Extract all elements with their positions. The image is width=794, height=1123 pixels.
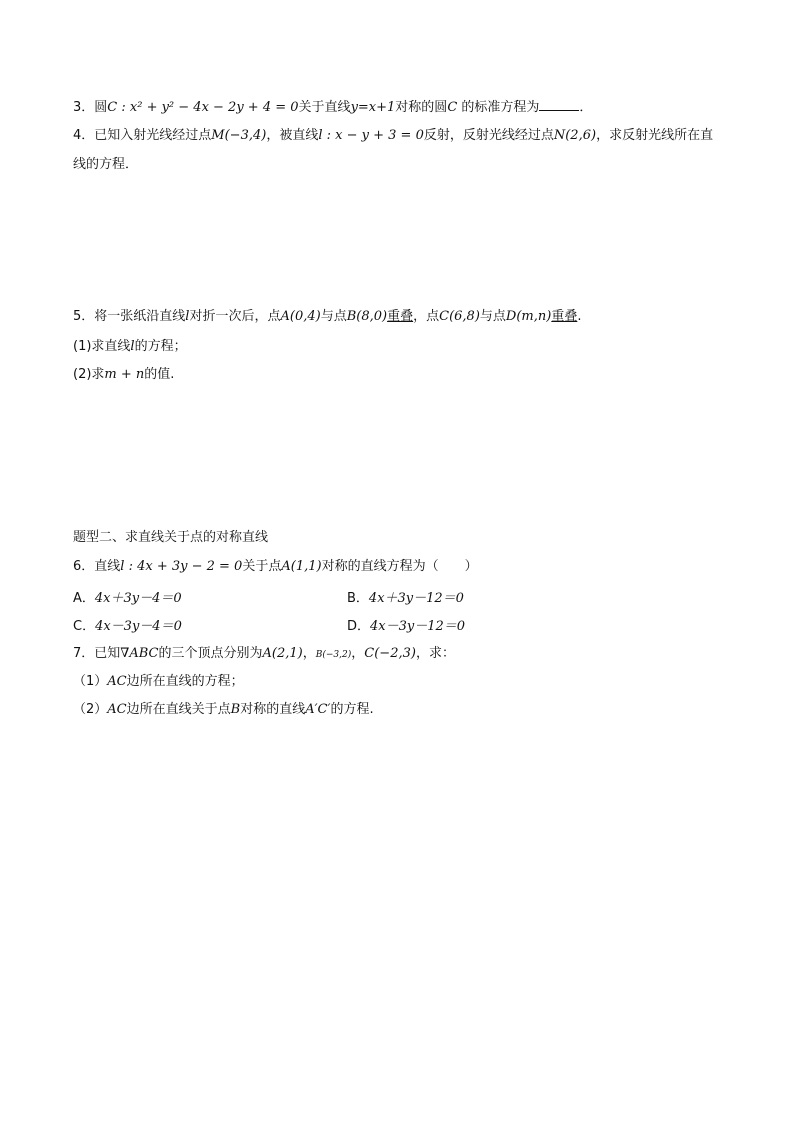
text: 的值.: [144, 367, 175, 382]
option-d[interactable]: [347, 618, 465, 636]
text: 的三个顶点分别为: [158, 646, 263, 661]
question-number: 4．: [73, 128, 95, 143]
question-number: 7．: [73, 646, 95, 661]
option-c[interactable]: [73, 618, 182, 636]
text: ，求：: [415, 646, 455, 661]
text: .: [577, 309, 582, 324]
point-c: C(6,8): [439, 309, 480, 324]
option-text: 4x＋3y－4＝0: [94, 591, 182, 606]
point-a: A(0,4): [280, 309, 321, 324]
question-number: 5．: [73, 309, 95, 324]
expression: m + n: [104, 367, 145, 382]
question-number: 6．: [73, 559, 95, 574]
point-a: A(2,1): [262, 646, 303, 661]
text: 的方程；: [134, 339, 187, 354]
line-name: A′C′: [305, 702, 331, 717]
question-3: [73, 98, 592, 117]
segment-name: AC: [107, 674, 127, 689]
segment-name: AC: [107, 702, 127, 717]
text: 对称的直线: [240, 702, 306, 717]
text: 的标准方程为: [457, 100, 540, 115]
question-6: [73, 558, 478, 576]
option-a[interactable]: [73, 590, 182, 608]
circle-name: C: [447, 100, 458, 115]
text: 边所在直线的方程；: [126, 674, 244, 689]
point-m: M(−3,4): [211, 128, 267, 143]
text: 重叠: [387, 309, 414, 324]
text: 与点: [479, 309, 506, 324]
answer-blank[interactable]: [539, 98, 579, 111]
text: 将一张纸沿直线: [94, 309, 186, 324]
text: 关于点: [242, 559, 282, 574]
text: 已知入射光线经过点: [94, 128, 212, 143]
text: 反射，反射光线经过点: [423, 128, 554, 143]
text: 重叠: [551, 309, 578, 324]
text: ，求反射光线所在直: [596, 128, 714, 143]
triangle-name: ∇ABC: [120, 646, 159, 661]
line-equation: l : 4x + 3y − 2 = 0: [120, 559, 243, 574]
text: （2）: [73, 702, 108, 717]
point-b: B(8,0): [346, 309, 388, 324]
point-n: N(2,6): [553, 128, 597, 143]
text: ，被直线: [266, 128, 319, 143]
point-d: D(m,n): [505, 309, 552, 324]
text: ，点: [413, 309, 440, 324]
text: 对称的直线方程为（ ）: [321, 559, 478, 574]
option-text: 4x－3y－4＝0: [95, 619, 182, 634]
point-a: A(1,1): [281, 559, 322, 574]
text: 已知: [94, 646, 121, 661]
text: (1)求直线: [73, 339, 131, 354]
point-b: B(−3,2): [315, 650, 352, 660]
text: 对称的圆: [395, 100, 448, 115]
text: ，: [302, 646, 316, 661]
section-heading: 题型二、求直线关于点的对称直线: [73, 530, 269, 545]
text: 边所在直线关于点: [126, 702, 231, 717]
question-5-part-2: [73, 366, 174, 384]
text: （1）: [73, 674, 108, 689]
question-number: 3．: [73, 100, 95, 115]
line-equation: y=x+1: [350, 100, 396, 115]
text: ，: [351, 646, 365, 661]
text: 关于直线: [298, 100, 351, 115]
line-equation: l : x − y + 3 = 0: [318, 128, 424, 143]
line-name: l: [130, 339, 135, 354]
text: 直线: [94, 559, 121, 574]
option-label: A．: [73, 591, 95, 606]
option-label: B．: [347, 591, 369, 606]
option-label: D．: [347, 619, 371, 634]
question-4-cont: 线的方程．: [73, 157, 139, 172]
question-7: [73, 645, 455, 664]
question-7-part-2: [73, 701, 374, 719]
text: (2)求: [73, 367, 105, 382]
question-4: [73, 127, 713, 145]
text: ．: [579, 100, 593, 115]
question-5-part-1: [73, 338, 187, 356]
text: 的方程.: [330, 702, 374, 717]
option-b[interactable]: [347, 590, 464, 608]
question-5: [73, 308, 581, 326]
text: 圆: [94, 100, 108, 115]
option-text: 4x＋3y－12＝0: [368, 591, 464, 606]
text: 对折一次后，点: [189, 309, 281, 324]
text: 与点: [320, 309, 347, 324]
circle-equation: C : x² + y² − 4x − 2y + 4 = 0: [107, 100, 299, 115]
option-text: 4x－3y－12＝0: [370, 619, 466, 634]
line-name: l: [185, 309, 190, 324]
point-c: C(−2,3): [364, 646, 416, 661]
point-name: B: [230, 702, 241, 717]
option-label: C．: [73, 619, 96, 634]
question-7-part-1: [73, 673, 244, 691]
